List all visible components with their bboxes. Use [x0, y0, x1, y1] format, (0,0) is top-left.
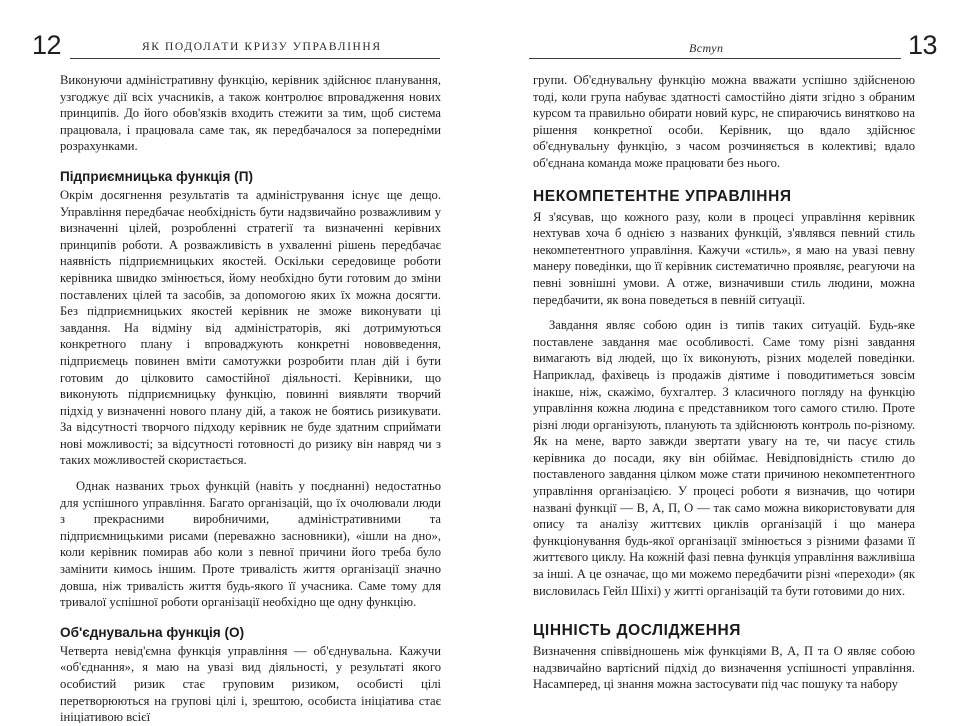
left-page	[0, 0, 485, 725]
header-rule-left	[70, 58, 440, 59]
left-page-body	[60, 72, 441, 726]
page-number-left: 12	[32, 30, 62, 60]
paragraph-incompetent-2: Завдання являє собою один із типів таких ситуацій. Будь-яке поставлене завдання має особливості. Саме тому різні завдання вимагають від людей, що їх виконують, різних моделей поведінки. Наприклад, фахівець із продажів діятиме і поводитиметься зовсім інакше, ніж, скажімо, бухгалтер. З класичного погляду на функцію управління кожна людина є представником того самого стилю. Проте різні люди організують, планують та здійснюють контроль по-різному. Як на мене, варто завжди звертати увагу на те, чи пасує стиль керівника до посади, яку він обіймає. Невідповідність стилю до поставленого завдання цілком може стати причиною некомпетентного управління організацією. У процесі роботи я визначив, що чотири названі функції — В, А, П, О — так само можна використовувати для опису та аналізу життєвих циклів організацій і що манера функціонування будь-якої організації змінюється з різними фазами її життєвого циклу. На кожній фазі певна функція управління важливіша за інші. А це означає, що ми можемо передбачити різні «переходи» (як висловилась Гейл Шіхі) у житті організацій та бути готовими до них.	[533, 318, 915, 598]
right-running-header	[529, 30, 941, 66]
paragraph-integrative: Четверта невід'ємна функція управління — об'єднувальна. Кажучи «об'єднання», я маю на увазі вид діяльності, у результаті якого особистий ризик стає груповим ризиком, особисті цілі перетворюються на групові цілі і, зрештою, особиста ініціатива стає ініціативою всієї	[60, 643, 441, 725]
paragraph-incompetent-1: Я з'ясував, що кожного разу, коли в процесі управління керівник нехтував хоча б однією з названих функцій, з'являвся певний стиль некомпетентного управління. Кажучи «стиль», я маю на увазі певну манеру поведінки, що її керівник систематично проявляє, реагуючи на певні зовнішні умови. А отже, визначивши стиль людини, можна передбачити, як вона поведеться в певній ситуації.	[533, 209, 915, 307]
right-page	[485, 0, 970, 691]
page-number-right: 13	[907, 30, 937, 60]
paragraph-entrepreneurial-2: Однак названих трьох функцій (навіть у поєднанні) недостатньо для успішного управління. Багато організацій, що їх очолювали люди з прекрасними виробничими, адміністративними та підприємницькими рисами (переважно засновники), «ішли на дно», коли керівник помирав або коли з певної причини його треба було замінити кимось іншим. Проте тривалість життя організації значно довша, ніж тривалість життя будь-якого її учасника. Саме тому для тривалої успішної роботи організації необхідно ще одну функцію.	[60, 479, 441, 610]
running-title-right: Вступ	[689, 41, 724, 55]
heading-research-value: ЦІННІСТЬ ДОСЛІДЖЕННЯ	[533, 622, 742, 640]
running-title-left: ЯК ПОДОЛАТИ КРИЗУ УПРАВЛІННЯ	[142, 41, 382, 53]
heading-integrative-function: Об'єднувальна функція (О)	[60, 624, 245, 640]
header-rule-right	[529, 58, 901, 59]
right-page-body	[533, 72, 915, 693]
heading-incompetent-management: НЕКОМПЕТЕНТНЕ УПРАВЛІННЯ	[533, 187, 792, 205]
paragraph-entrepreneurial-1: Окрім досягнення результатів та адміністрування існує ще дещо. Управління передбачає необхідність бути надзвичайно розважливим у визначенні цілей, розробленні стратегії та визначенні керівних принципів роботи. А розважливість в ухваленні рішень передбачає наявність підприємницьких якостей. Оскільки середовище роботи керівника швидко змінюється, йому необхідно бути готовим до зміни поставлених цілей та засобів, за допомогою яких їх можна досягти. Без підприємницьких якостей керівник не зможе виконувати ці завдання. На відміну від адміністраторів, які дотримуються конкретного плану і впроваджують конкретні нововведення, підприємець повинен вміти самотужки розробити план дій і бути готовим до цілковито самостійної діяльності. Керівники, що виконують підприємницьку функцію, повинні виявляти творчий підхід у визначенні нового плану дій, а також не боятись ризикувати. За відсутності творчого підходу керівник не буде здатним сприймати нові можливості; за відсутності готовності до ризику він навряд чи з таких можливостей скористається.	[60, 187, 441, 468]
left-running-header	[30, 30, 440, 66]
paragraph-research-value: Визначення співвідношень між функціями В, А, П та О являє собою надзвичайно вартісний підхід до визначення успішності управління. Насамперед, ці знання можна застосувати під час пошуку та набору	[533, 644, 915, 692]
paragraph-continuation: групи. Об'єднувальну функцію можна вважати успішно здійсненою тоді, коли група набуває здатності самостійно діяти згідно з обраним курсом та правильно обирати новий курс, не спираючись винятково на рішення конкретної особи. Керівник, що вдало здійснює об'єднувальну функцію, з часом розчиняється в колективі; вдало об'єднана команда може працювати без нього.	[533, 73, 915, 170]
paragraph-intro: Виконуючи адміністративну функцію, керівник здійснює планування, узгоджує дії всіх учасників, а також контролює впровадження нових принципів. До його обов'язків входить стежити за тим, щоб система працювала, і працювала саме так, як передбачалося за попередніми розрахунками.	[60, 73, 441, 154]
heading-entrepreneurial-function: Підприємницька функція (П)	[60, 168, 253, 184]
